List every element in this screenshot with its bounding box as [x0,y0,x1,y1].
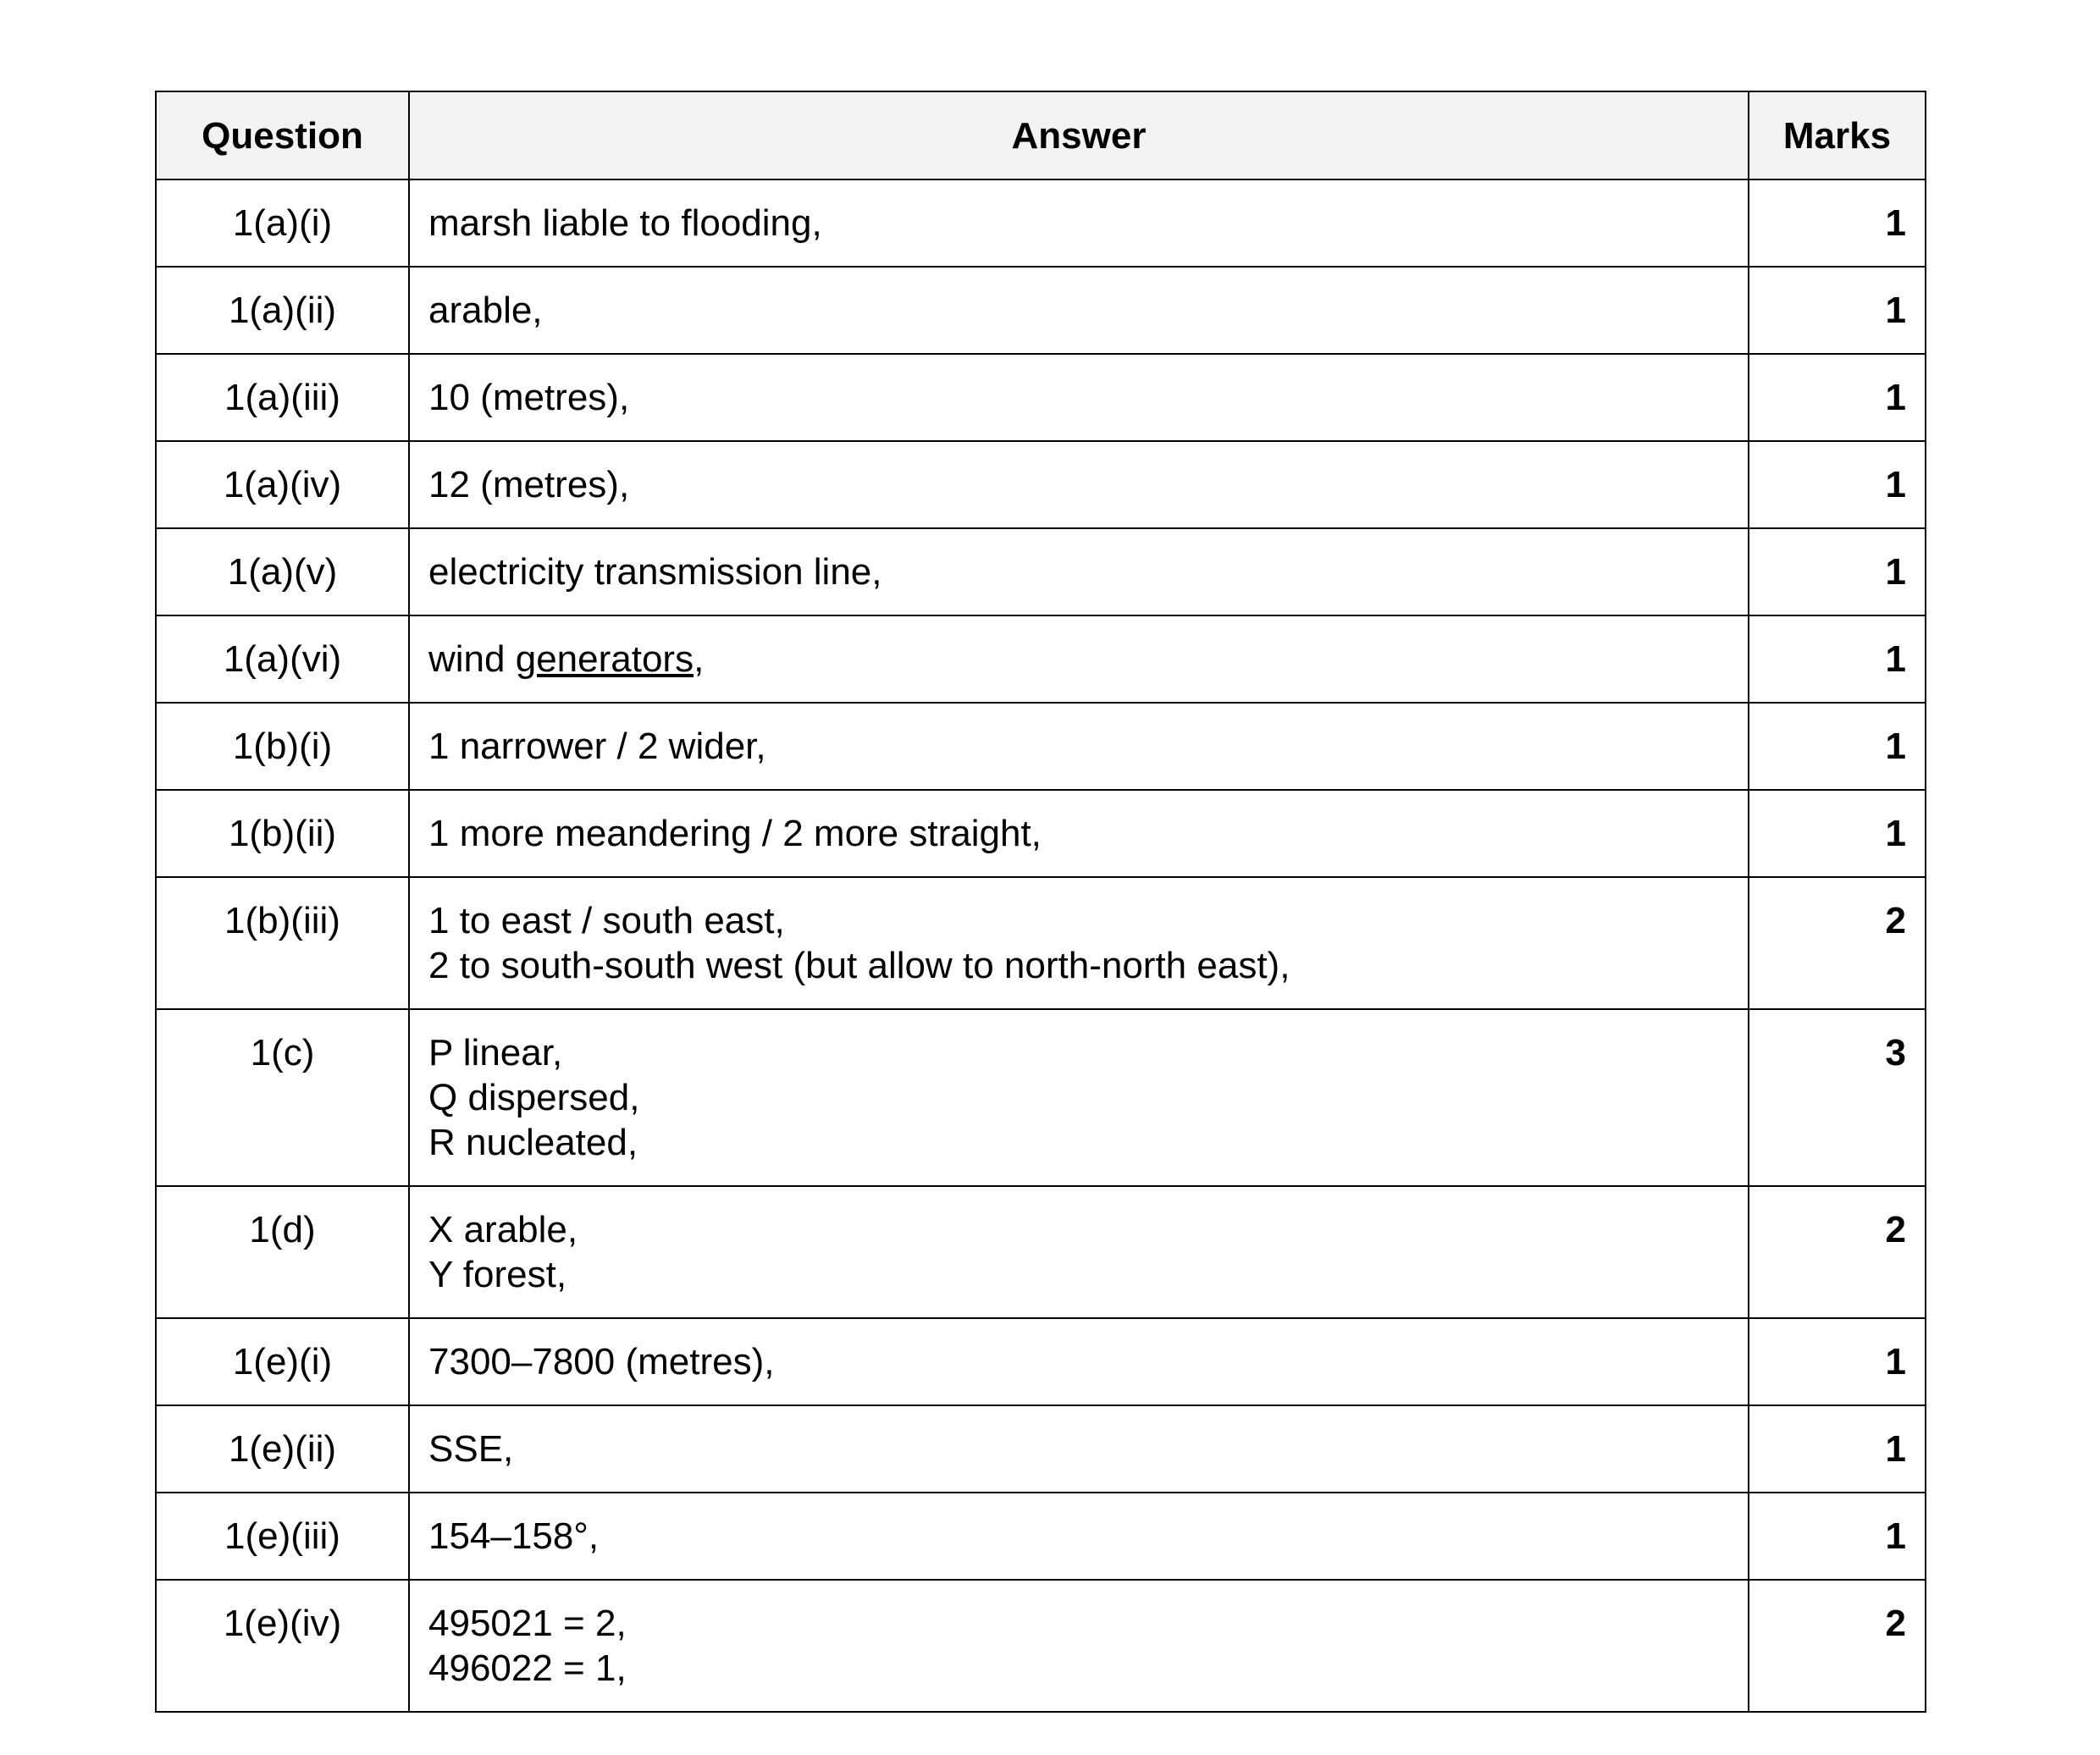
question-cell: 1(e)(iii) [156,1493,409,1580]
marks-cell: 1 [1749,1493,1926,1580]
table-row [156,703,1926,790]
table-row [156,354,1926,441]
question-cell: 1(a)(ii) [156,267,409,354]
answer-line: electricity transmission line, [428,551,882,593]
table-row [156,615,1926,703]
answer-cell [409,1318,1749,1405]
answer-cell [409,703,1749,790]
table-header-row [156,91,1926,179]
question-cell: 1(a)(v) [156,528,409,615]
marks-cell: 1 [1749,354,1926,441]
marks-cell: 1 [1749,267,1926,354]
marks-cell: 1 [1749,1405,1926,1493]
marks-cell: 2 [1749,1580,1926,1712]
question-cell: 1(b)(ii) [156,790,409,877]
mark-scheme-sheet [155,91,1925,1713]
table-row [156,528,1926,615]
question-cell: 1(d) [156,1186,409,1318]
answer-line: marsh liable to flooding, [428,202,822,244]
question-cell: 1(b)(iii) [156,877,409,1009]
answer-cell [409,1009,1749,1186]
table-row [156,441,1926,528]
answer-cell [409,354,1749,441]
answer-line: arable, [428,290,543,331]
marks-cell: 2 [1749,877,1926,1009]
answer-cell [409,1186,1749,1318]
table-row [156,877,1926,1009]
answer-line: 7300–7800 (metres), [428,1341,775,1382]
answer-cell [409,1580,1749,1712]
answer-line: X arable, [428,1209,578,1250]
question-cell: 1(c) [156,1009,409,1186]
marks-cell: 1 [1749,441,1926,528]
table-row [156,179,1926,267]
answer-cell [409,1405,1749,1493]
answer-text: , [694,638,705,680]
answer-cell [409,179,1749,267]
table-row [156,1405,1926,1493]
answer-line [428,637,1731,682]
marks-cell: 1 [1749,615,1926,703]
table-row [156,1318,1926,1405]
answer-line: 1 narrower / 2 wider, [428,726,766,767]
answer-cell [409,267,1749,354]
answer-line: 1 to east / south east, [428,900,785,941]
answer-line: 154–158°, [428,1515,600,1557]
table-row [156,1493,1926,1580]
question-column-header: Question [156,91,409,179]
answer-line: 496022 = 1, [428,1647,627,1689]
answer-column-header: Answer [409,91,1749,179]
marks-cell: 1 [1749,1318,1926,1405]
question-cell: 1(a)(vi) [156,615,409,703]
answer-line: 2 to south-south west (but allow to north-north east), [428,945,1290,986]
marks-cell: 1 [1749,528,1926,615]
marks-cell: 1 [1749,703,1926,790]
answer-cell [409,615,1749,703]
question-cell: 1(a)(iv) [156,441,409,528]
table-row [156,267,1926,354]
marks-cell: 1 [1749,790,1926,877]
answer-line: Y forest, [428,1254,567,1295]
answer-text: wind [428,638,516,680]
answer-line: 495021 = 2, [428,1603,627,1644]
marks-cell: 2 [1749,1186,1926,1318]
table-row [156,1009,1926,1186]
question-cell: 1(b)(i) [156,703,409,790]
mark-scheme-table [155,91,1926,1713]
question-cell: 1(a)(iii) [156,354,409,441]
question-cell: 1(e)(i) [156,1318,409,1405]
answer-line: 1 more meandering / 2 more straight, [428,813,1042,854]
answer-line: P linear, [428,1032,563,1073]
answer-cell [409,528,1749,615]
marks-cell: 1 [1749,179,1926,267]
answer-line: Q dispersed, [428,1077,640,1118]
table-row [156,790,1926,877]
answer-line: 10 (metres), [428,377,630,418]
table-row [156,1580,1926,1712]
question-cell: 1(e)(iv) [156,1580,409,1712]
answer-cell [409,441,1749,528]
question-cell: 1(e)(ii) [156,1405,409,1493]
answer-line: SSE, [428,1428,514,1470]
marks-column-header: Marks [1749,91,1926,179]
answer-cell [409,1493,1749,1580]
underlined-keyword: generators [515,638,694,680]
table-row [156,1186,1926,1318]
answer-cell [409,877,1749,1009]
answer-line: 12 (metres), [428,464,630,505]
answer-line: R nucleated, [428,1122,638,1163]
question-cell: 1(a)(i) [156,179,409,267]
marks-cell: 3 [1749,1009,1926,1186]
answer-cell [409,790,1749,877]
